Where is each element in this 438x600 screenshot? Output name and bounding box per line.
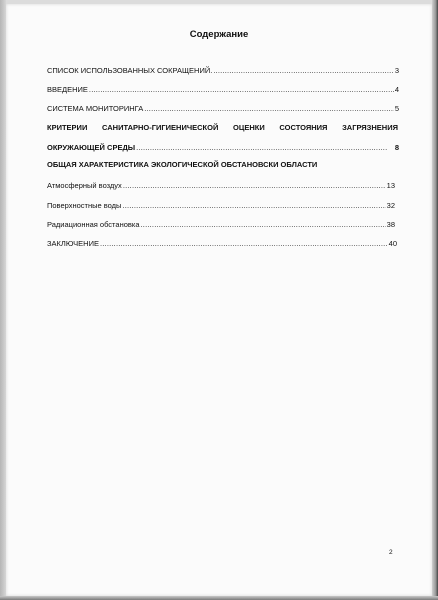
toc-leader-dots [122, 201, 385, 211]
toc-entry-page: 40 [388, 239, 397, 248]
toc-entry-label: Атмосферный воздух [47, 181, 122, 190]
toc-entry-label: ОБЩАЯ ХАРАКТЕРИСТИКА ЭКОЛОГИЧЕСКОЙ ОБСТАНОВСКИ ОБЛАСТИ [47, 160, 318, 169]
toc-entry-page: 8 [394, 143, 399, 152]
toc-entry-introduction [47, 85, 399, 95]
toc-leader-dots [144, 104, 394, 114]
toc-entry-label: ВВЕДЕНИЕ [47, 85, 88, 94]
toc-entry-abbreviations [47, 66, 399, 76]
toc-entry-label: Поверхностные воды [47, 201, 122, 210]
scan-bottom-edge [0, 596, 438, 600]
toc-entry-monitoring-system [47, 104, 399, 114]
toc-entry-page: 3 [394, 66, 399, 75]
toc-entry-label: СИСТЕМА МОНИТОРИНГА [47, 104, 144, 113]
toc-leader-dots [141, 220, 386, 230]
page-number: 2 [389, 549, 393, 556]
toc-entry-criteria-line2 [47, 143, 399, 153]
page-title: Содержание [189, 29, 249, 40]
toc-entry-ecological-overview [47, 160, 317, 170]
toc-entry-page: 38 [386, 220, 395, 229]
toc-entry-criteria-line1: КРИТЕРИИ САНИТАРНО-ГИГИЕНИЧЕСКОЙ ОЦЕНКИ СОСТОЯНИЯ ЗАГРЯЗНЕНИЯ [47, 123, 398, 132]
toc-entry-atmospheric-air [47, 181, 395, 191]
toc-leader-dots [123, 181, 386, 191]
toc-entry-surface-water [47, 201, 395, 211]
toc-entry-label: ОКРУЖАЮЩЕЙ СРЕДЫ [47, 143, 136, 152]
toc-entry-label: ЗАКЛЮЧЕНИЕ [47, 239, 99, 248]
toc-leader-dots [213, 66, 394, 76]
toc-leader-dots [89, 85, 394, 95]
toc-entry-page: 13 [386, 181, 395, 190]
toc-entry-page: 4 [394, 85, 399, 94]
scan-right-edge [432, 0, 438, 600]
toc-entry-page: 32 [386, 201, 395, 210]
toc-entry-label: Радиационная обстановка [47, 220, 140, 229]
toc-entry-page: 5 [394, 104, 399, 113]
toc-entry-conclusion [47, 239, 397, 249]
toc-leader-dots [136, 143, 388, 153]
toc-leader-dots [100, 239, 388, 249]
toc-entry-label: СПИСОК ИСПОЛЬЗОВАННЫХ СОКРАЩЕНИЙ. [47, 66, 213, 75]
toc-entry-radiation [47, 220, 395, 230]
